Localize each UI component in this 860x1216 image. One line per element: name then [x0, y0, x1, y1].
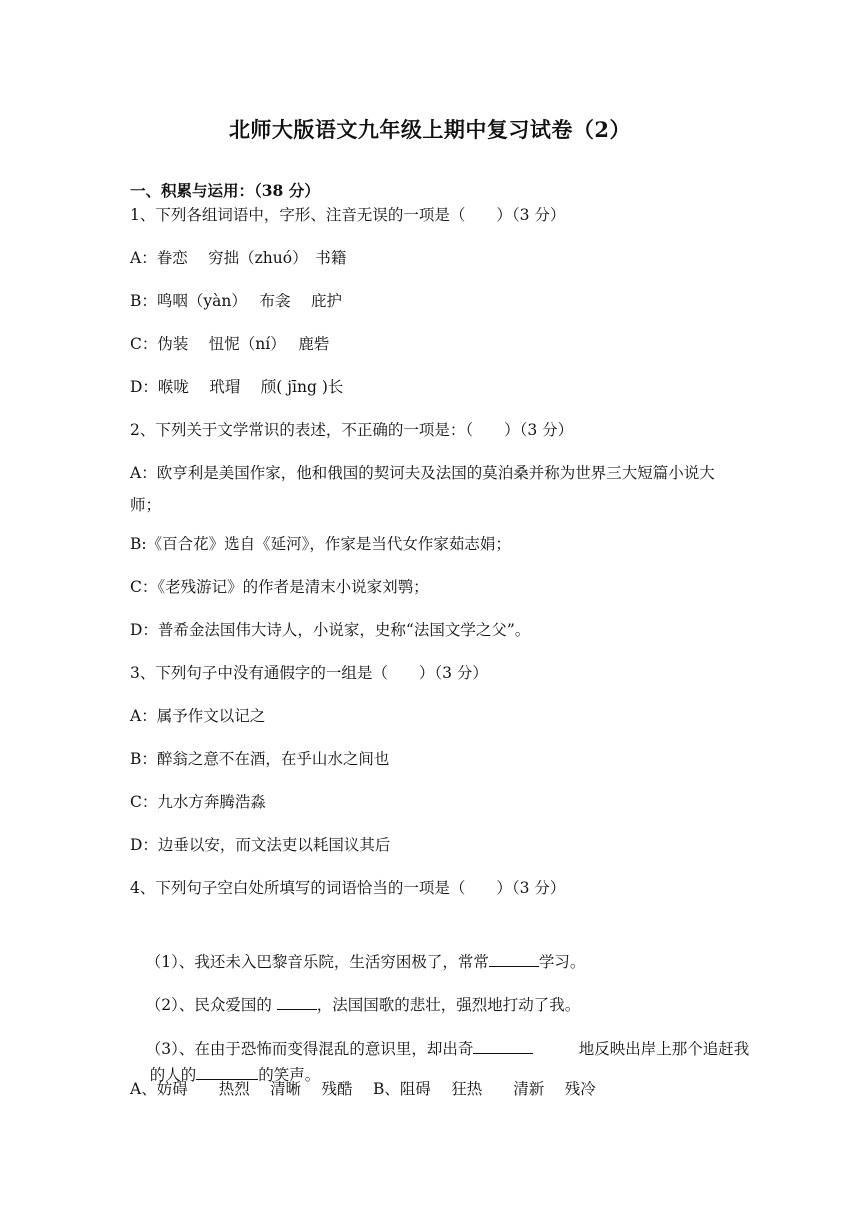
question-2-stem: 2、下列关于文学常识的表述，不正确的一项是：（ ）（3 分）: [130, 421, 574, 439]
question-1-option-b: B：鸣咽（yàn） 布衾 庇护: [130, 292, 342, 310]
question-4-stem: 4、下列句子空白处所填写的词语恰当的一项是（ ）（3 分）: [130, 879, 566, 897]
sentence-2-text-before: （2）、民众爱国的: [145, 996, 277, 1014]
question-1-stem: 1、下列各组词语中，字形、注音无误的一项是（ ）（3 分）: [130, 206, 566, 224]
sentence-3-text-after: 的笑声。: [258, 1066, 321, 1084]
question-2-option-c: C：《老残游记》的作者是清末小说家刘鹗；: [130, 578, 429, 596]
page-title: 北师大版语文九年级上期中复习试卷（2）: [228, 117, 632, 142]
sentence-1-text-before: （1）、我还未入巴黎音乐院，生活穷困极了，常常: [145, 953, 489, 971]
question-3-option-c: C：九水方奔腾浩淼: [130, 793, 266, 811]
question-3-option-b: B：醉翁之意不在酒，在乎山水之间也: [130, 750, 390, 768]
question-4-options: A、妨碍 热烈 清晰 残酷 B、阻碍 狂热 清新 残冷: [130, 1080, 596, 1098]
question-2-option-a: A：欧亨利是美国作家，他和俄国的契诃夫及法国的莫泊桑并称为世界三大短篇小说大师；: [130, 464, 715, 514]
sentence-3-text-middle: 地反映出岸上那个追赶我: [578, 1040, 750, 1058]
question-1-option-d: D：喉咙 玳瑁 颀( jīng )长: [130, 378, 344, 396]
section-heading: 一、积累与运用：（38 分）: [130, 181, 320, 200]
sentence-3-text-middle-continued: 的人的: [149, 1066, 197, 1084]
sentence-2-text-after: ，法国国歌的悲壮，强烈地打动了我。: [316, 996, 581, 1014]
question-1-option-a: A：眷恋 穷拙（zhuó） 书籍: [130, 249, 347, 267]
sentence-3-text-before: （3）、在由于恐怖而变得混乱的意识里，却出奇: [145, 1040, 474, 1058]
question-2-option-b: B:《百合花》选自《延河》，作家是当代女作家茹志娟；: [130, 535, 511, 553]
question-1-option-c: C：伪装 忸怩（ní） 鹿砦: [130, 335, 330, 353]
question-3-option-a: A：属予作文以记之: [130, 707, 266, 725]
question-2-option-d: D：普希金法国伟大诗人，小说家，史称“法国文学之父”。: [130, 621, 531, 639]
question-3-option-d: D：边垂以安，而文法吏以耗国议其后: [130, 836, 391, 854]
sentence-1-text-after: 学习。: [538, 953, 586, 971]
question-3-stem: 3、下列句子中没有通假字的一组是（ ）（3 分）: [130, 664, 488, 682]
